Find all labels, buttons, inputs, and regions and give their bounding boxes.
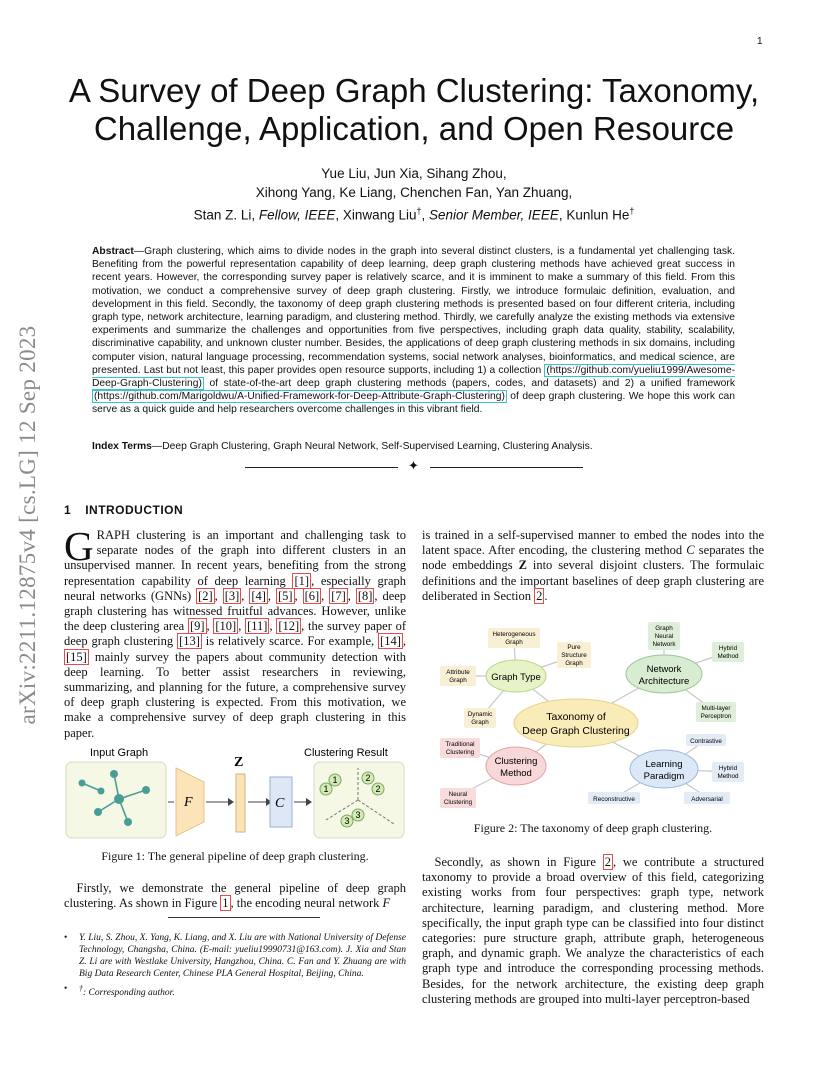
svg-text:Graph: Graph <box>505 639 523 646</box>
svg-text:Neural: Neural <box>448 791 468 798</box>
fig2-node-network-architecture-l2: Architecture <box>638 676 690 687</box>
arxiv-stamp: arXiv:2211.12875v4 [cs.LG] 12 Sep 2023 <box>15 325 40 725</box>
svg-text:2: 2 <box>375 784 381 794</box>
svg-text:3: 3 <box>344 816 350 826</box>
figure-ref[interactable]: 2 <box>604 855 611 869</box>
figure-2-caption: Figure 2: The taxonomy of deep graph clustering. <box>473 821 713 835</box>
footnote-corresponding: • †: Corresponding author. <box>64 984 175 999</box>
citation[interactable]: [10] <box>215 619 237 634</box>
svg-text:Traditional: Traditional <box>445 741 475 748</box>
author-list <box>40 164 788 225</box>
footnote-rule <box>168 917 320 918</box>
fig1-arrowhead-2 <box>228 798 234 806</box>
svg-text:Structure: Structure <box>561 652 587 659</box>
svg-text:Graph: Graph <box>449 677 467 684</box>
figure-1-caption: Figure 1: The general pipeline of deep graph clustering. <box>101 849 369 863</box>
fig1-cluster-symbol: C <box>275 796 285 811</box>
separator-diamond-icon: ✦ <box>408 459 419 474</box>
svg-text:1: 1 <box>332 775 338 785</box>
author-line-2: Xihong Yang, Ke Liang, Chenchen Fan, Yan Zhuang, <box>255 185 573 200</box>
separator-rule-right <box>430 467 583 468</box>
fig2-node-clustering-method-l2: Method <box>500 768 532 779</box>
svg-text:Network: Network <box>652 641 676 648</box>
svg-text:Graph: Graph <box>471 719 489 726</box>
svg-text:Neural: Neural <box>654 633 674 640</box>
svg-text:1: 1 <box>323 784 329 794</box>
svg-text:Dynamic: Dynamic <box>467 711 493 718</box>
citation[interactable]: [14] <box>380 634 401 649</box>
fig1-output-label: Clustering Result <box>304 747 388 759</box>
svg-text:Method: Method <box>717 773 739 780</box>
figure-2-taxonomy <box>436 618 762 810</box>
page-number: 1 <box>757 36 763 47</box>
fig1-z-label: Z <box>234 755 244 770</box>
citation[interactable]: [13] <box>179 634 200 649</box>
svg-text:Clustering: Clustering <box>445 749 475 756</box>
fig2-node-learning-paradigm-l1: Learning <box>645 759 683 770</box>
citation[interactable]: [7] <box>331 588 346 603</box>
svg-text:Heterogeneous: Heterogeneous <box>492 631 536 638</box>
dropcap: G <box>64 523 94 569</box>
svg-text:Graph: Graph <box>655 625 673 632</box>
figure-1-pipeline <box>64 742 406 842</box>
footnotes <box>64 932 406 1002</box>
fig1-input-label: Input Graph <box>90 747 149 759</box>
fig1-encoder-symbol: F <box>184 795 193 810</box>
citation[interactable]: [4] <box>251 588 266 603</box>
section-heading: 1 INTRODUCTION <box>64 503 184 517</box>
intro-paragraph-2: Firstly, we demonstrate the general pipeline of deep graph clustering. As shown in Figure 1 , the encoding neural network F <box>64 881 406 911</box>
fig1-embedding-bar <box>236 774 245 832</box>
awesome-dgc-link[interactable]: (https://github.com/yueliu1999/Awesome-Deep-Graph-Clustering) <box>92 364 735 390</box>
svg-text:Hybrid: Hybrid <box>718 645 738 652</box>
fig2-center-node <box>514 699 638 747</box>
svg-text:Graph: Graph <box>565 660 583 667</box>
citation[interactable]: [6] <box>304 588 320 603</box>
fig1-output-panel <box>314 762 404 838</box>
citation[interactable]: [3] <box>224 588 240 603</box>
citation[interactable]: [5] <box>277 588 293 603</box>
svg-text:Contrastive: Contrastive <box>690 738 722 745</box>
abstract: Abstract—Graph clustering, which aims to divide nodes in the graph into several distinct clusters, is a fundamental yet challenging task. Benefiting from the powerful representation capability of deep learning, deep graph clustering methods have achieved great success in recent years. However, the corresponding survey paper is relatively scarce, and it is imminent to make a summary of this field. From this motivation, we conduct a comprehensive survey of deep graph clustering. Firstly, we introduce formulaic definition, evaluation, and development in this field. Secondly, the taxonomy of deep graph clustering methods is presented based on four different criteria, including graph type, network architecture, learning paradigm, and clustering method. Thirdly, we carefully analyze the existing methods via extensive experiments and summarize the challenges and opportunities from five perspectives, including graph data quality, stability, scalability, discriminative capability, and unknown cluster number. Besides, the applications of deep graph clustering methods in six domains, including computer vision, natural language processing, recommendation systems, social network analyses, bioinformatics, and medical science, are presented. Last but not least, this paper provides open resource supports, including 1) a collection (https://github.com/yueliu1999/Awesome-Deep-Graph-Clustering) of state-of-the-art deep graph clustering methods (papers, codes, and datasets) and 2) a unified framework (https://github.com/Marigoldwu/A-Unified-Framework-for-Deep-Attribute-Graph-Clustering) of deep graph clustering. We hope this work can serve as a quick guide and help researchers overcome challenges in this vibrant field. <box>92 246 735 416</box>
citation[interactable]: [1] <box>294 573 310 588</box>
citation[interactable]: [11] <box>247 619 268 634</box>
svg-text:Perceptron: Perceptron <box>700 713 732 720</box>
svg-text:Reconstructive: Reconstructive <box>593 796 635 803</box>
fig2-node-network-architecture-l1: Network <box>646 664 682 675</box>
fig2-node-clustering-method-l1: Clustering <box>494 756 538 767</box>
citation[interactable]: [2] <box>198 588 213 603</box>
author-line-1: Yue Liu, Jun Xia, Sihang Zhou, <box>321 166 507 181</box>
index-terms: Index Terms—Deep Graph Clustering, Graph Neural Network, Self-Supervised Learning, Clustering Analysis. <box>92 441 593 452</box>
citation[interactable]: [8] <box>357 588 373 603</box>
svg-text:2: 2 <box>365 773 371 783</box>
fig2-node-learning-paradigm-l2: Paradigm <box>643 771 685 782</box>
citation[interactable]: [15] <box>66 649 87 664</box>
fig2-center-line-1: Taxonomy of <box>546 711 606 723</box>
intro-paragraph-1: GRAPH clustering is an important and challenging task to separate nodes of the graph into different clusters in an unsupervised manner. In recent years, benefiting from the strong representation capability of deep learning [1] , especially graph neural networks (GNNs) [2] , [3] , [4] , [5] , [6] , [7] , [8] , deep graph clustering has witnessed fruitful advances. However, unlike the deep clustering area [9] , [10] , [11] , [12] , the survey paper of deep graph clustering [13] is relatively scarce. For example, [14] , [15] mainly survey the papers about community detection with deep learning. To better assist researchers in reviewing, summarizing, and planning for the future, a comprehensive survey of deep graph clustering is expected. From this motivation, we make a comprehensive survey of deep graph clustering in this paper. <box>64 523 407 740</box>
svg-text:Pure: Pure <box>567 644 581 651</box>
svg-text:Multi-layer: Multi-layer <box>701 705 731 712</box>
footnote-affiliations: • Y. Liu, S. Zhou, X. Yang, K. Liang, and X. Liu are with National University of Defense Technology, Changsha, China. (E-mail: yueliu19990731@163.com). J. Xia and Stan Z. Li are with Westlake University, Hangzhou, China. C. Fan and Y. Zhuang are with Big Data Research Center, Chinese PLA General Hospital, Beijing, China. <box>64 933 406 979</box>
citation[interactable]: [9] <box>189 619 205 634</box>
svg-text:Method: Method <box>717 653 739 660</box>
unified-framework-link[interactable]: (https://github.com/Marigoldwu/A-Unified-Framework-for-Deep-Attribute-Graph-Clustering) <box>94 391 505 403</box>
fig2-node-graph-type-label: Graph Type <box>491 672 541 683</box>
separator-rule-left <box>245 467 398 468</box>
fig2-center-line-2: Deep Graph Clustering <box>522 725 630 737</box>
svg-text:Clustering: Clustering <box>443 799 473 806</box>
svg-text:Adversarial: Adversarial <box>691 796 723 803</box>
svg-text:3: 3 <box>355 810 361 820</box>
intro-paragraph-right-1: is trained in a self-supervised manner to embed the nodes into the latent space. After encoding, the clustering method C separates the node embeddings Z into several disjoint clusters. The formulaic definitions and the important baselines of deep graph clustering are deliberated in Section 2 . <box>422 528 764 603</box>
section-ref[interactable]: 2 <box>536 588 543 603</box>
intro-paragraph-right-2: Secondly, as shown in Figure 2 , we contribute a structured taxonomy to provide a broad overview of this field, categorizing existing works from four perspectives: graph type, network architecture, learning paradigm, and clustering method. More specifically, the input graph type can be classified into four distinct categories: pure structure graph, attribute graph, heterogeneous graph, and dynamic graph. We analyze the characteristics of each graph type and introduce the corresponding processing methods. Besides, for the network architecture, the existing deep graph clustering methods are grouped into multi-layer perceptron-based <box>422 855 764 1006</box>
figure-ref[interactable]: 1 <box>222 896 229 911</box>
citation[interactable]: [12] <box>278 619 300 634</box>
svg-text:Hybrid: Hybrid <box>718 765 738 772</box>
author-line-3: Stan Z. Li, Fellow, IEEE, Xinwang Liu†, Senior Member, IEEE, Kunlun He† <box>193 206 635 223</box>
svg-text:Attribute: Attribute <box>446 669 470 676</box>
paper-title: A Survey of Deep Graph Clustering: Taxonomy, Challenge, Application, and Open Resource <box>68 72 760 147</box>
fig1-arrowhead-4 <box>306 798 312 806</box>
